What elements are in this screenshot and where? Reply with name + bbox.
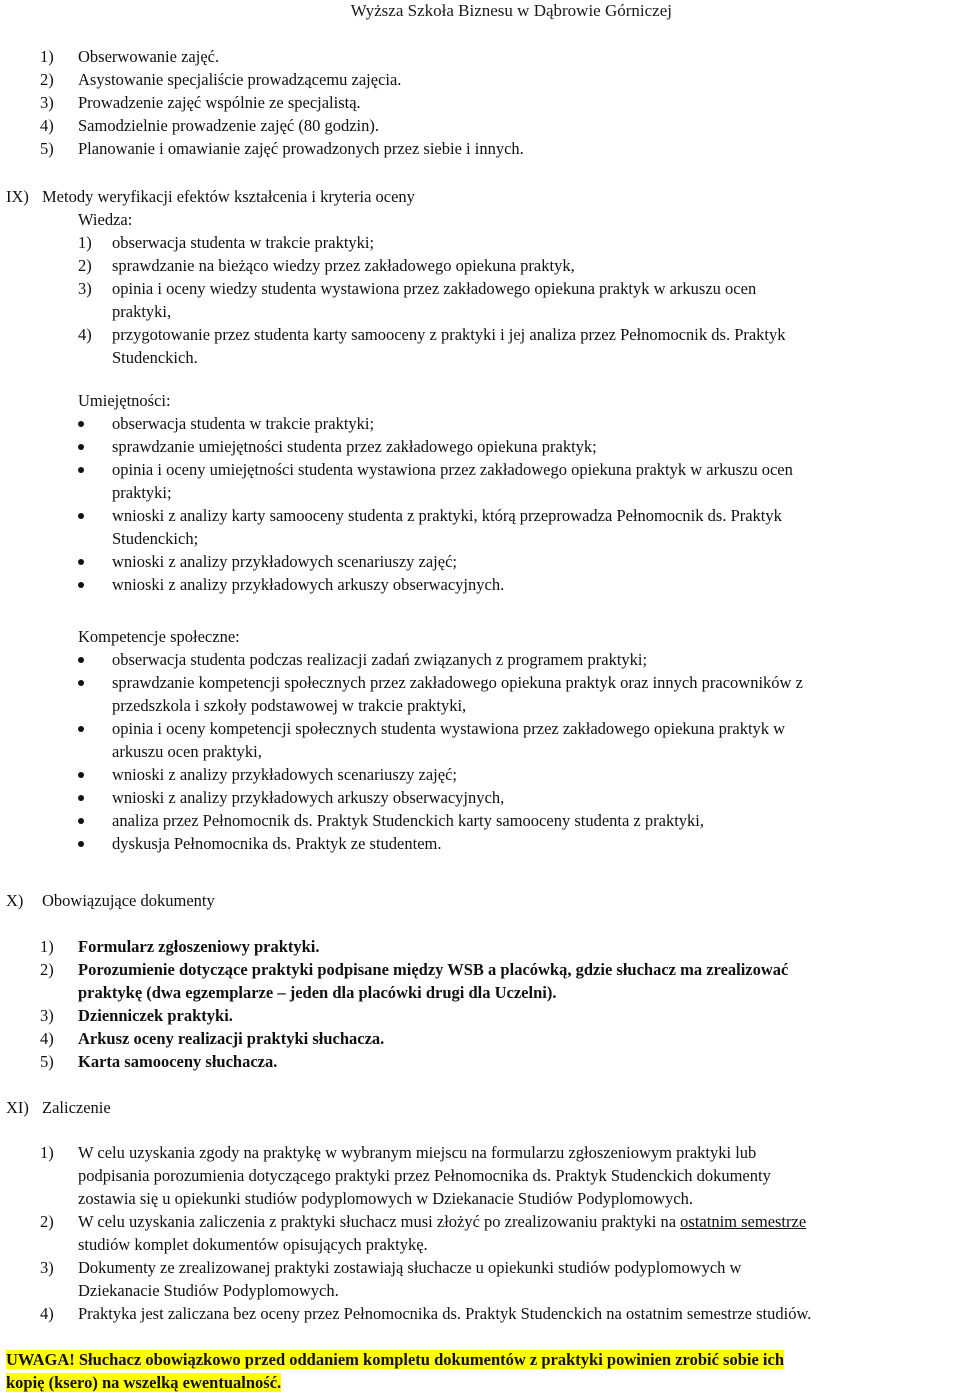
bullet-icon [78, 657, 84, 663]
section-title: Metody weryfikacji efektów kształcenia i kryteria oceny [42, 187, 415, 206]
list-item: Prowadzenie zajęć wspólnie ze specjalistą. [78, 93, 361, 112]
list-number: 1) [78, 233, 92, 252]
list-number: 2) [40, 1212, 54, 1231]
bullet-item-continuation: arkuszu ocen praktyki, [112, 742, 262, 761]
section-ix-heading [0, 185, 960, 208]
list-item-continuation: zostawia się u opiekunki studiów podyplomowych w Dziekanacie Studiów Podyplomowych. [78, 1189, 693, 1208]
bullet-icon [78, 513, 84, 519]
bullet-item-continuation: Studenckich; [112, 529, 199, 548]
list-item: Asystowanie specjaliście prowadzącemu zajęcia. [78, 70, 402, 89]
list-item: przygotowanie przez studenta karty samooceny z praktyki i jej analiza przez Pełnomocnik ds. Praktyk [112, 325, 786, 344]
bullet-icon [78, 444, 84, 450]
bullet-icon [78, 818, 84, 824]
intro-list [0, 45, 960, 160]
section-number: XI) [6, 1098, 29, 1117]
list-number: 1) [40, 1143, 54, 1162]
page-header: Wyższa Szkoła Biznesu w Dąbrowie Górniczej [350, 1, 672, 20]
bullet-item: wnioski z analizy przykładowych arkuszy obserwacyjnych. [112, 575, 505, 594]
list-item: Obserwowanie zajęć. [78, 47, 220, 66]
list-item-continuation: praktykę (dwa egzemplarze – jeden dla placówki drugi dla Uczelni). [78, 983, 557, 1002]
documents-list [0, 935, 960, 1073]
list-item: Porozumienie dotyczące praktyki podpisane między WSB a placówką, gdzie słuchacz ma zrealizować [78, 960, 789, 979]
list-item: Formularz zgłoszeniowy praktyki. [78, 937, 320, 956]
kompetencje-heading: Kompetencje społeczne: [78, 627, 240, 646]
wiedza-block [0, 208, 960, 369]
bullet-item: dyskusja Pełnomocnika ds. Praktyk ze studentem. [112, 834, 442, 853]
bullet-icon [78, 467, 84, 473]
list-number: 2) [40, 70, 54, 89]
list-number: 2) [78, 256, 92, 275]
list-item-continuation: praktyki, [112, 302, 172, 321]
bullet-item: sprawdzanie umiejętności studenta przez zakładowego opiekuna praktyk; [112, 437, 597, 456]
bullet-icon [78, 582, 84, 588]
list-item: Dzienniczek praktyki. [78, 1006, 233, 1025]
list-item: W celu uzyskania zgody na praktykę w wybranym miejscu na formularzu zgłoszeniowym praktyki lub [78, 1143, 757, 1162]
kompetencje-block [0, 625, 960, 855]
list-item: Planowanie i omawianie zajęć prowadzonych przez siebie i innych. [78, 139, 524, 158]
warning-line: kopię (ksero) na wszelką ewentualność. [6, 1373, 282, 1392]
list-number: 3) [40, 1258, 54, 1277]
bullet-icon [78, 795, 84, 801]
list-item: obserwacja studenta w trakcie praktyki; [112, 233, 375, 252]
bullet-item-continuation: praktyki; [112, 483, 172, 502]
list-item: Samodzielnie prowadzenie zajęć (80 godzin). [78, 116, 379, 135]
section-number: IX) [6, 187, 29, 206]
wiedza-heading: Wiedza: [78, 210, 133, 229]
list-item [0, 1212, 806, 1231]
umiejetnosci-heading: Umiejętności: [78, 391, 171, 410]
list-number: 2) [40, 960, 54, 979]
underlined-text: ostatnim semestrze [680, 1212, 807, 1231]
bullet-item: wnioski z analizy przykładowych scenariuszy zajęć; [112, 765, 457, 784]
list-number: 4) [40, 1304, 54, 1323]
list-number: 3) [40, 1006, 54, 1025]
section-x-heading [0, 889, 960, 912]
list-item-continuation: Studenckich. [112, 348, 198, 367]
list-item: opinia i oceny wiedzy studenta wystawiona przez zakładowego opiekuna praktyk w arkuszu ocen [112, 279, 757, 298]
list-item-continuation: Dziekanacie Studiów Podyplomowych. [78, 1281, 339, 1300]
bullet-item: obserwacja studenta w trakcie praktyki; [112, 414, 375, 433]
list-item-continuation: podpisania porozumienia dotyczącego praktyki przez Pełnomocnika ds. Praktyk Studenckich dokumenty [78, 1166, 771, 1185]
bullet-item-continuation: przedszkola i szkoły podstawowej w trakcie praktyki, [112, 696, 467, 715]
list-number: 5) [40, 139, 54, 158]
list-number: 5) [40, 1052, 54, 1071]
bullet-item: sprawdzanie kompetencji społecznych przez zakładowego opiekuna praktyk oraz innych pracowników z [112, 673, 803, 692]
section-title: Zaliczenie [42, 1098, 111, 1117]
warning-line: UWAGA! Słuchacz obowiązkowo przed oddaniem kompletu dokumentów z praktyki powinien zrobić sobie ich [6, 1350, 785, 1369]
section-xi-heading [0, 1096, 960, 1119]
list-number: 3) [40, 93, 54, 112]
list-number: 3) [78, 279, 92, 298]
bullet-icon [78, 421, 84, 427]
bullet-item: wnioski z analizy karty samooceny studenta z praktyki, którą przeprowadza Pełnomocnik ds. Praktyk [112, 506, 782, 525]
bullet-icon [78, 772, 84, 778]
section-title: Obowiązujące dokumenty [42, 891, 215, 910]
zaliczenie-list [0, 1141, 960, 1325]
bullet-item: opinia i oceny umiejętności studenta wystawiona przez zakładowego opiekuna praktyk w arkuszu ocen [112, 460, 793, 479]
list-item-text: W celu uzyskania zaliczenia z praktyki słuchacz musi złożyć po zrealizowaniu praktyki na [78, 1212, 681, 1231]
list-item-continuation: studiów komplet dokumentów opisujących praktykę. [78, 1235, 428, 1254]
bullet-item: opinia i oceny kompetencji społecznych studenta wystawiona przez zakładowego opiekuna praktyk w [112, 719, 786, 738]
umiejetnosci-block [0, 389, 960, 596]
list-number: 1) [40, 937, 54, 956]
list-number: 1) [40, 47, 54, 66]
bullet-item: wnioski z analizy przykładowych arkuszy obserwacyjnych, [112, 788, 505, 807]
list-item: Arkusz oceny realizacji praktyki słuchacza. [78, 1029, 385, 1048]
bullet-item: obserwacja studenta podczas realizacji zadań związanych z programem praktyki; [112, 650, 648, 669]
list-number: 4) [40, 116, 54, 135]
list-item: Karta samooceny słuchacza. [78, 1052, 278, 1071]
bullet-icon [78, 680, 84, 686]
list-item: Praktyka jest zaliczana bez oceny przez Pełnomocnika ds. Praktyk Studenckich na ostatnim semestrze studiów. [78, 1304, 812, 1323]
list-number: 4) [78, 325, 92, 344]
bullet-icon [78, 559, 84, 565]
bullet-icon [78, 726, 84, 732]
bullet-item: analiza przez Pełnomocnik ds. Praktyk Studenckich karty samooceny studenta z praktyki, [112, 811, 704, 830]
list-number: 4) [40, 1029, 54, 1048]
section-number: X) [6, 891, 24, 910]
bullet-item: wnioski z analizy przykładowych scenariuszy zajęć; [112, 552, 457, 571]
warning-note [6, 1348, 960, 1394]
list-item: sprawdzanie na bieżąco wiedzy przez zakładowego opiekuna praktyk, [112, 256, 575, 275]
list-item: Dokumenty ze zrealizowanej praktyki zostawiają słuchacze u opiekunki studiów podyplomowych w [78, 1258, 742, 1277]
bullet-icon [78, 841, 84, 847]
